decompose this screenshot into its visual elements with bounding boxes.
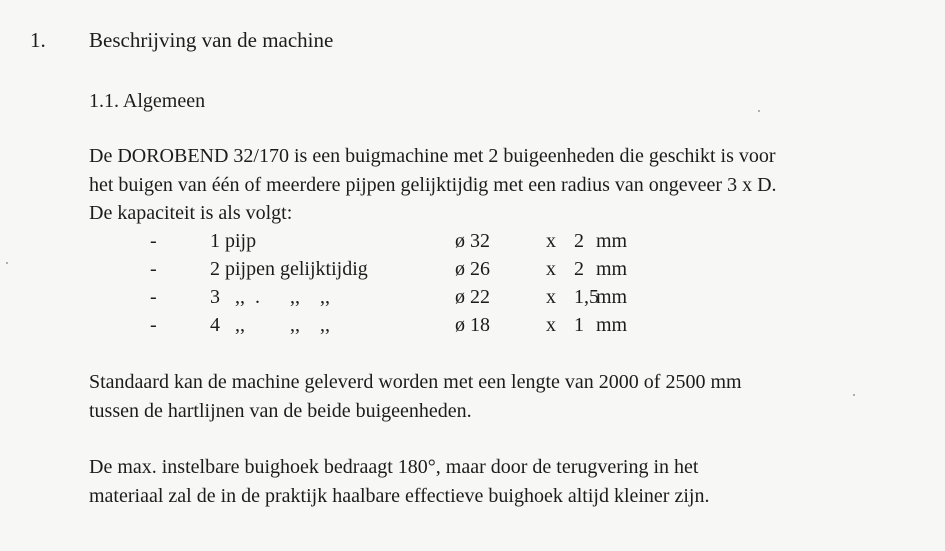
capacity-row bbox=[0, 283, 945, 311]
scan-speck bbox=[6, 262, 8, 264]
capacity-diameter: ø 26 bbox=[455, 258, 490, 280]
angle-line: De max. instelbare buighoek bedraagt 180°, maar door de terugvering in het bbox=[89, 456, 699, 478]
capacity-diameter: ø 22 bbox=[455, 286, 490, 308]
capacity-label: 2 pijpen gelijktijdig bbox=[210, 258, 368, 280]
scan-speck bbox=[758, 110, 760, 112]
capacity-label: 4 ,, ,, ,, bbox=[210, 314, 330, 336]
capacity-row bbox=[0, 255, 945, 283]
standard-line: Standaard kan de machine geleverd worden met een lengte van 2000 of 2500 mm bbox=[89, 371, 742, 393]
list-bullet: - bbox=[150, 314, 157, 336]
capacity-times: x bbox=[546, 286, 556, 308]
capacity-row bbox=[0, 227, 945, 255]
capacity-diameter: ø 18 bbox=[455, 314, 490, 336]
capacity-unit: mm bbox=[596, 286, 628, 308]
section-title: Beschrijving van de machine bbox=[89, 28, 334, 52]
capacity-unit: mm bbox=[596, 258, 628, 280]
standard-paragraph bbox=[89, 368, 742, 425]
capacity-wall: 1 bbox=[574, 314, 584, 336]
list-bullet: - bbox=[150, 286, 157, 308]
list-bullet: - bbox=[150, 258, 157, 280]
intro-line: De kapaciteit is als volgt: bbox=[89, 202, 293, 224]
capacity-unit: mm bbox=[596, 314, 628, 336]
capacity-wall: 2 bbox=[574, 258, 584, 280]
capacity-unit: mm bbox=[596, 230, 628, 252]
intro-line: De DOROBEND 32/170 is een buigmachine met 2 buigeenheden die geschikt is voor bbox=[89, 145, 776, 167]
scan-speck bbox=[853, 394, 855, 396]
capacity-label: 1 pijp bbox=[210, 230, 257, 252]
capacity-times: x bbox=[546, 258, 556, 280]
capacity-times: x bbox=[546, 230, 556, 252]
capacity-wall: 2 bbox=[574, 230, 584, 252]
capacity-diameter: ø 32 bbox=[455, 230, 490, 252]
intro-paragraph bbox=[89, 142, 777, 228]
list-bullet: - bbox=[150, 230, 157, 252]
angle-line: materiaal zal de in de praktijk haalbare effectieve buighoek altijd kleiner zijn. bbox=[89, 484, 710, 507]
standard-line: tussen de hartlijnen van de beide buigeenheden. bbox=[89, 399, 472, 422]
intro-line: het buigen van één of meerdere pijpen gelijktijdig met een radius van ongeveer 3 x D. bbox=[89, 173, 777, 196]
capacity-list bbox=[0, 227, 945, 339]
capacity-wall: 1,5 bbox=[574, 286, 599, 308]
section-number: 1. bbox=[30, 28, 46, 52]
subsection-title: 1.1. Algemeen bbox=[89, 90, 206, 112]
capacity-times: x bbox=[546, 314, 556, 336]
angle-paragraph bbox=[89, 453, 709, 510]
capacity-label: 3 ,, . ,, ,, bbox=[210, 286, 330, 308]
capacity-row bbox=[0, 311, 945, 339]
